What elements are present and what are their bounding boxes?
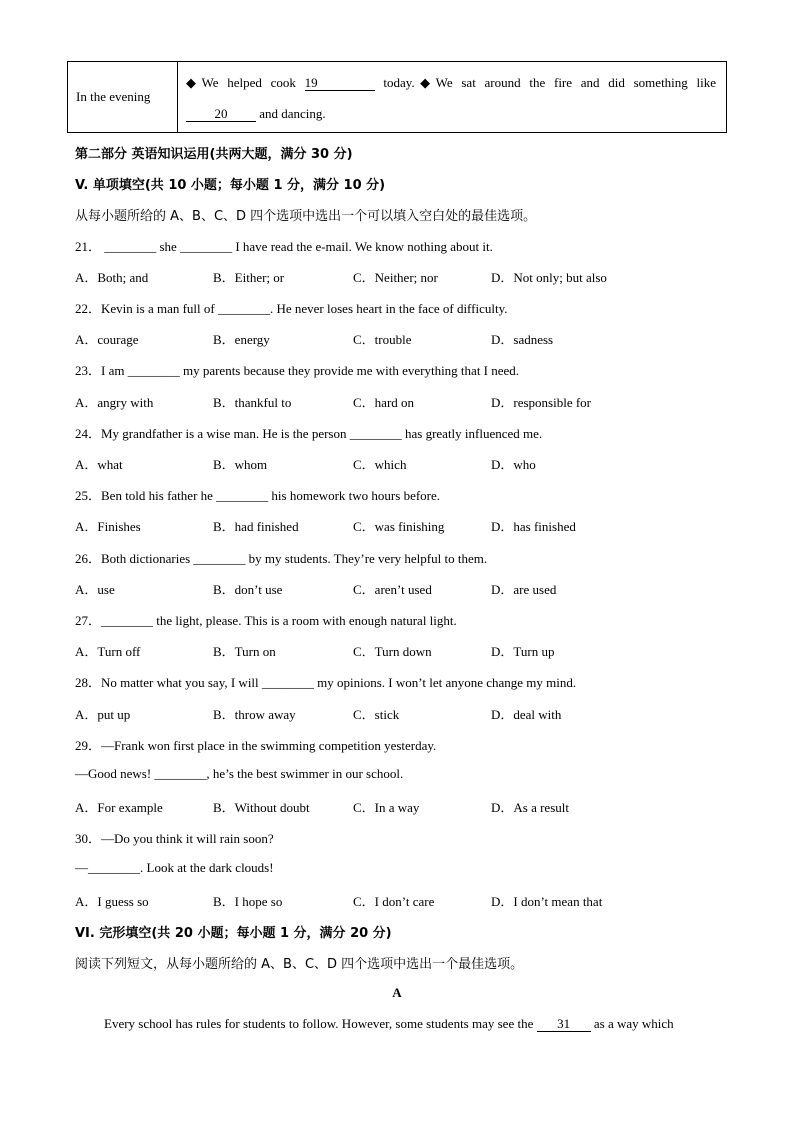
- options-30: [75, 891, 735, 909]
- option-c[interactable]: C．was finishing: [353, 519, 445, 534]
- section-5-title: V. 单项填空(共 10 小题；每小题 1 分，满分 10 分): [75, 178, 386, 193]
- options-28: [75, 704, 735, 722]
- table-row-label: In the evening: [68, 62, 178, 132]
- question-26: 26．Both dictionaries ________ by my students. They’re very helpful to them.: [75, 551, 488, 566]
- options-25: [75, 516, 735, 534]
- option-b[interactable]: B．I hope so: [213, 894, 283, 909]
- option-b[interactable]: B．Either; or: [213, 270, 285, 285]
- table-text: and dancing.: [259, 106, 326, 121]
- table-text: today.◆We sat around the fire and did something like: [383, 75, 717, 90]
- option-b[interactable]: B．Without doubt: [213, 800, 310, 815]
- option-d[interactable]: D．responsible for: [491, 395, 592, 410]
- question-25: 25．Ben told his father he ________ his homework two hours before.: [75, 488, 441, 503]
- option-b[interactable]: B．don’t use: [213, 582, 283, 597]
- option-a[interactable]: A．Both; and: [75, 270, 149, 285]
- option-c[interactable]: C．Neither; nor: [353, 270, 438, 285]
- passage-label: A: [392, 985, 402, 1000]
- option-d[interactable]: D．deal with: [491, 707, 562, 722]
- option-d[interactable]: D．I don’t mean that: [491, 894, 603, 909]
- option-c[interactable]: C．aren’t used: [353, 582, 432, 597]
- option-c[interactable]: C．which: [353, 457, 407, 472]
- question-30-reply: —________. Look at the dark clouds!: [75, 860, 274, 875]
- part-title: 第二部分 英语知识运用(共两大题，满分 30 分): [75, 147, 353, 162]
- option-b[interactable]: B．had finished: [213, 519, 299, 534]
- option-b[interactable]: B．throw away: [213, 707, 296, 722]
- table-cell-content: [178, 62, 726, 132]
- question-28: 28．No matter what you say, I will ________ my opinions. I won’t let anyone change my mind.: [75, 675, 577, 690]
- blank-20[interactable]: 20: [186, 107, 256, 122]
- option-b[interactable]: B．thankful to: [213, 395, 292, 410]
- option-d[interactable]: D．has finished: [491, 519, 576, 534]
- option-c[interactable]: C．In a way: [353, 800, 420, 815]
- section-5-instruction: 从每小题所给的 A、B、C、D 四个选项中选出一个可以填入空白处的最佳选项。: [75, 209, 537, 224]
- option-a[interactable]: A．I guess so: [75, 894, 149, 909]
- section-6-title: VI. 完形填空(共 20 小题；每小题 1 分，满分 20 分): [75, 926, 392, 941]
- option-c[interactable]: C．trouble: [353, 332, 412, 347]
- passage-first-line: [104, 1016, 674, 1032]
- option-d[interactable]: D．who: [491, 457, 536, 472]
- option-a[interactable]: A．use: [75, 582, 115, 597]
- option-d[interactable]: D．As a result: [491, 800, 569, 815]
- schedule-table: [67, 61, 727, 133]
- options-26: [75, 579, 735, 597]
- options-27: [75, 641, 735, 659]
- question-24: 24．My grandfather is a wise man. He is the person ________ has greatly influenced me.: [75, 426, 543, 441]
- passage-text: as a way which: [593, 1016, 674, 1031]
- option-c[interactable]: C．Turn down: [353, 644, 432, 659]
- option-b[interactable]: B．whom: [213, 457, 268, 472]
- option-a[interactable]: A．Turn off: [75, 644, 141, 659]
- option-b[interactable]: B．energy: [213, 332, 270, 347]
- section-6-instruction: 阅读下列短文，从每小题所给的 A、B、C、D 四个选项中选出一个最佳选项。: [75, 957, 524, 972]
- blank-31[interactable]: 31: [537, 1017, 591, 1032]
- options-22: [75, 329, 735, 347]
- question-30: 30．—Do you think it will rain soon?: [75, 831, 274, 846]
- option-b[interactable]: B．Turn on: [213, 644, 276, 659]
- question-29-reply: —Good news! ________, he’s the best swimmer in our school.: [75, 766, 404, 781]
- table-text: ◆We helped cook: [186, 75, 296, 90]
- option-a[interactable]: A．courage: [75, 332, 139, 347]
- question-22: 22．Kevin is a man full of ________. He never loses heart in the face of difficulty.: [75, 301, 508, 316]
- option-c[interactable]: C．hard on: [353, 395, 415, 410]
- options-24: [75, 454, 735, 472]
- table-line-1: [186, 75, 716, 91]
- option-d[interactable]: D．are used: [491, 582, 557, 597]
- option-c[interactable]: C．stick: [353, 707, 400, 722]
- question-29: 29．—Frank won first place in the swimming competition yesterday.: [75, 738, 437, 753]
- question-23: 23．I am ________ my parents because they provide me with everything that I need.: [75, 363, 520, 378]
- option-d[interactable]: D．sadness: [491, 332, 554, 347]
- option-d[interactable]: D．Not only; but also: [491, 270, 607, 285]
- option-a[interactable]: A．For example: [75, 800, 163, 815]
- option-a[interactable]: A．what: [75, 457, 123, 472]
- option-a[interactable]: A．Finishes: [75, 519, 141, 534]
- options-29: [75, 797, 735, 815]
- passage-text: Every school has rules for students to follow. However, some students may see the: [104, 1016, 534, 1031]
- question-27: 27．________ the light, please. This is a room with enough natural light.: [75, 613, 457, 628]
- option-a[interactable]: A．put up: [75, 707, 131, 722]
- option-d[interactable]: D．Turn up: [491, 644, 555, 659]
- options-21: [75, 267, 735, 285]
- option-a[interactable]: A．angry with: [75, 395, 154, 410]
- question-21: 21． ________ she ________ I have read the e-mail. We know nothing about it.: [75, 239, 493, 254]
- options-23: [75, 392, 735, 410]
- table-line-2: [186, 106, 326, 122]
- option-c[interactable]: C．I don’t care: [353, 894, 435, 909]
- blank-19[interactable]: 19: [305, 76, 375, 91]
